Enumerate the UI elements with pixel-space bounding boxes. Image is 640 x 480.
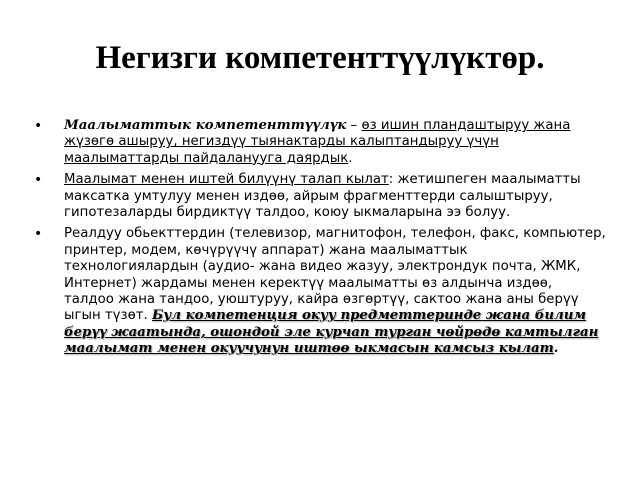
term-information-competence: Маалыматтык компетенттүүлүк (64, 118, 347, 133)
dash-separator: – (346, 118, 362, 133)
slide-body (34, 118, 606, 363)
bullet-list (34, 118, 606, 358)
bullet-icon: • (34, 118, 43, 134)
bullet-item-real-objects (34, 226, 606, 357)
skills-heading: Маалымат менен иштей билүүнү талап кылат (64, 172, 389, 188)
definition-text: өз ишин пландаштыруу жана жүзөгө ашыруу, негиздүү тыянактарды калыптандыруу үчүн маалыматтарды пайдаланууга даярдык (64, 118, 571, 166)
period: . (553, 341, 559, 357)
slide-title: Негизги компетенттүүлүктөр. (95, 40, 545, 76)
bullet-item-skills-required (34, 172, 606, 221)
real-objects-text: Реалдуу обьекттердин (телевизор, магнитофон, телефон, факс, компьютер, принтер, модем, көчүрүүчү аппарат) жана маалыматтык технологиялардын (аудио- жана видео жазуу, электрондук почта, ЖМК, Интернет) жардамы менен керектүү маалыматты өз алдынча издөө, талдоо жана тандоо, уюштуруу, кайра өзгөртүү, сактоо жана аны берүү ыгын түзөт. (64, 226, 606, 324)
bullet-icon: • (34, 172, 43, 189)
skills-text: : жетишпеген маалыматты максатка умтулуу менен издөө, айрым фрагменттерди салыштыруу, гипотезаларды бирдиктүү талдоо, коюу ыкмаларына ээ болуу. (64, 172, 581, 221)
period: . (348, 150, 353, 166)
bullet-icon: • (34, 226, 43, 243)
bullet-item-information-competence (34, 118, 606, 167)
emphasis-text: Бул компетенция окуу предметтеринде жана билим берүү жаатында, ошондой эле курчап турган чөйрөдө камтылган маалымат менен окуучунун иштөө ыкмасын камсыз кылат (64, 308, 599, 357)
